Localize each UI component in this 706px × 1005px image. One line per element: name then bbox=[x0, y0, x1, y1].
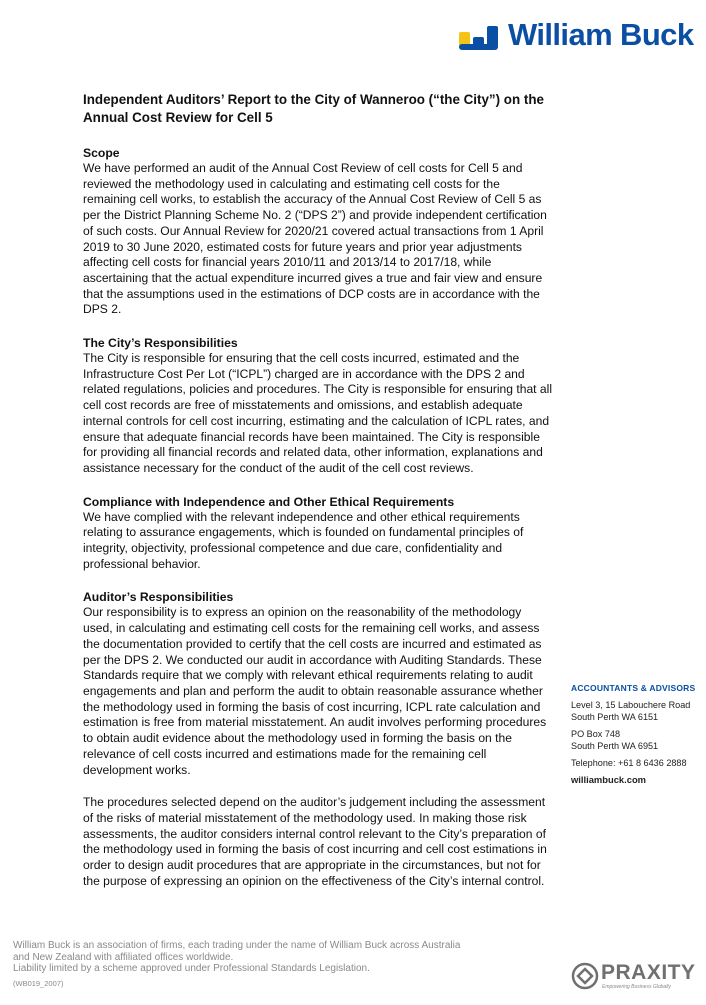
street-address bbox=[571, 699, 701, 723]
telephone: Telephone: +61 8 6436 2888 bbox=[571, 758, 687, 768]
address-line: South Perth WA 6151 bbox=[571, 712, 659, 722]
praxity-logo bbox=[571, 960, 696, 994]
address-line: Level 3, 15 Labouchere Road bbox=[571, 700, 691, 710]
section-paragraph: Our responsibility is to express an opinion on the reasonability of the methodology used, in calculating and estimating cell costs for the remaining cell works, and assess the documentation provided to certify that the cell costs are incurred and estimated as per the DPS 2. We conducted our audit in accordance with Auditing Standards. These Standards require that we comply with relevant ethical requirements relating to audit engagements and plan and perform the audit to obtain reasonable assurance whether the methodology used in forming the basis of cost incurring, ICPL rate calculation and estimation is free from material misstatement. An audit involves performing procedures to obtain audit evidence about the methodology used in forming the basis on the relevance of cell costs incurred and estimations made for the remaining cell development works. bbox=[83, 605, 547, 777]
section-heading: Scope bbox=[83, 146, 120, 160]
footer-line: Liability limited by a scheme approved under Professional Standards Legislation. bbox=[13, 963, 370, 974]
section-compliance bbox=[83, 494, 553, 573]
footer-disclaimer bbox=[13, 940, 533, 989]
section-paragraph: We have complied with the relevant independence and other ethical requirements relating to assurance engagements, which is founded on fundamental principles of integrity, objectivity, professional competence and due care, confidentiality and professional behavior. bbox=[83, 509, 524, 571]
praxity-logo-icon bbox=[571, 962, 599, 990]
william-buck-logo-icon bbox=[458, 24, 506, 52]
report-title: Independent Auditors’ Report to the City of Wanneroo (“the City”) on the Annual Cost Review for Cell 5 bbox=[83, 92, 544, 125]
section-paragraph: We have performed an audit of the Annual Cost Review of cell costs for Cell 5 and reviewed the methodology used in calculating and estimating cell costs for the remaining cell works, to establish the accuracy of the Annual Cost Review of Cell 5 as per the District Planning Scheme No. 2 (“DPS 2”) and provide independent certification of such costs. Our Annual Review for 2020/21 covered actual transactions from 1 April 2019 to 30 June 2020, estimated costs for future years and prior year adjustments affecting cell costs for financial years 2010/11 and 2013/14 to 2017/18, while ascertaining that the actual expenditure incurred gives a true and fair view and ensure that the assumptions used in the estimations of DCP costs are in accordance with the DPS 2. bbox=[83, 161, 547, 317]
section-heading: Auditor’s Responsibilities bbox=[83, 590, 234, 605]
praxity-tagline: Empowering Business Globally bbox=[602, 984, 671, 990]
section-heading: The City’s Responsibilities bbox=[83, 336, 238, 351]
section-heading: Compliance with Independence and Other Ethical Requirements bbox=[83, 494, 455, 509]
section-scope bbox=[83, 145, 553, 318]
postal-address bbox=[571, 728, 701, 752]
praxity-logo-text: PRAXITY bbox=[601, 961, 696, 984]
report-body bbox=[83, 91, 553, 906]
william-buck-logo-text: William Buck bbox=[508, 17, 694, 52]
contact-sidebar bbox=[571, 682, 701, 786]
website-link[interactable]: williambuck.com bbox=[571, 774, 647, 785]
footer-code: (WB019_2007) bbox=[13, 978, 64, 988]
section-paragraph: The procedures selected depend on the auditor’s judgement including the assessment of the risks of material misstatement of the methodology used. In making those risk assessments, the auditor considers internal control relevant to the City’s preparation of the methodology used in forming the basis of cost incurring and cell cost estimations in order to design audit procedures that are appropriate in the circumstances, but not for the purpose of expressing an opinion on the effectiveness of the City’s internal control. bbox=[83, 795, 547, 888]
section-paragraph: The City is responsible for ensuring that the cell costs incurred, estimated and the Infrastructure Cost Per Lot (“ICPL”) charged are in accordance with the DPS 2 and related regulations, policies and procedures. The City is responsible for ensuring that all cell cost records are free of misstatements and omissions, and establish adequate internal controls for cell cost incurring, estimating and the calculation of ICPL rates, and ensure that adequate financial records have been maintained. The City is responsible for providing all financial records and related data, other information, explanations and assistance necessary for the conduct of the audit of the cell cost reviews. bbox=[83, 351, 553, 475]
section-procedures bbox=[83, 795, 553, 889]
footer-line: and New Zealand with affiliated offices worldwide. bbox=[13, 951, 234, 963]
section-city-responsibilities bbox=[83, 335, 553, 477]
section-auditor-responsibilities bbox=[83, 589, 553, 778]
po-line: South Perth WA 6951 bbox=[571, 741, 659, 751]
footer-line: William Buck is an association of firms, each trading under the name of William Buck across Australia bbox=[13, 940, 461, 951]
william-buck-logo bbox=[458, 18, 694, 58]
po-line: PO Box 748 bbox=[571, 729, 621, 739]
sidebar-tagline: ACCOUNTANTS & ADVISORS bbox=[571, 683, 696, 693]
